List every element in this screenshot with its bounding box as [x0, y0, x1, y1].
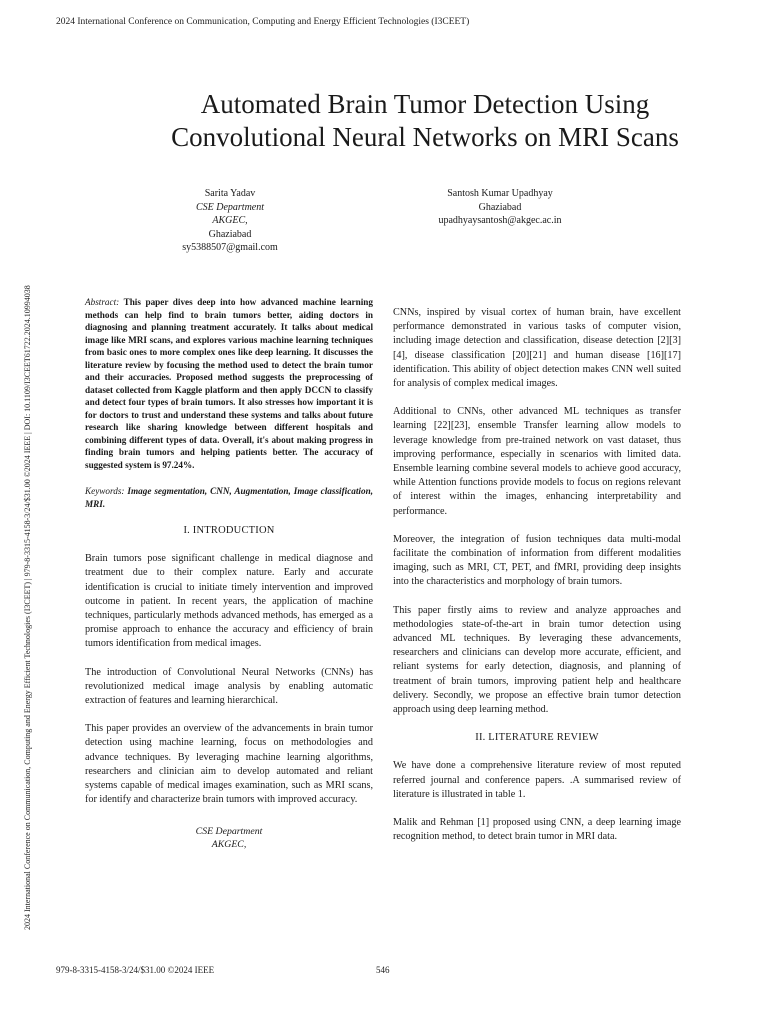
author-block-2 [400, 187, 600, 228]
doi-side-strip: 2024 International Conference on Communication, Computing and Energy Efficient Technologies (I3CEET) | 979-8-3315-4158-3/24/$31.00 ©2024 IEEE | DOI: 10.1109/I3CEET61722.2024.10994038 [23, 285, 32, 930]
body-paragraph-fusion: Moreover, the integration of fusion techniques data multi-modal facilitate the combination of information from different modalities imaging, such as MRI, CT, PET, and fMRI, providing deep insights into the characteristics and morphology of brain tumors. [393, 533, 681, 588]
intro-paragraph-2: The introduction of Convolutional Neural Networks (CNNs) has revolutionized medical image analysis by enabling automatic extraction of features and learning hierarchical. [85, 666, 373, 707]
author-email: sy5388507@gmail.com [182, 242, 278, 254]
body-paragraph-cnn: CNNs, inspired by visual cortex of human brain, have excellent performance demonstrated in various tasks of computer vision, including image detection and classification, disease detection [2][3][4], disease classification [20][21] and human disease [16][17] identification. This ability of object detection makes CNN well suited for analysis of complex medical images. [393, 307, 681, 390]
page-number: 546 [376, 965, 390, 975]
author-name: Sarita Yadav [204, 188, 256, 199]
intro-paragraph-3: This paper provides an overview of the advancements in brain tumor detection using machine learning, focus on methodologies and advance techniques. By leveraging machine learning algorithms, researchers and clinician aim to develop automated and reliant systems capable of medical images examination, such as MRI scans, for identify and characterize brain tumors with improved accuracy. [85, 723, 373, 806]
author-city: Ghaziabad [208, 228, 252, 240]
literature-paragraph-1: We have done a comprehensive literature review of most reputed referred journal and conference papers. .A summarised review of literature is illustrated in table 1. [393, 760, 681, 800]
body-paragraph-aims: This paper firstly aims to review and analyze approaches and methodologies state-of-the-art in brain tumor detection using advanced ML techniques. By leveraging these advancements, researchers and clinicians can develop more accurate, efficient, and reliant systems for early detection, diagnosis, and planning of treatment of brain tumors, improving patient help and healthcare delivery. Secondly, we propose an effective brain tumor detection approach using deep learning method. [393, 604, 681, 716]
author-department: CSE Department [195, 201, 265, 213]
author-organization: AKGEC, [212, 215, 248, 227]
conference-header: 2024 International Conference on Communication, Computing and Energy Efficient Technologies (I3CEET) [56, 17, 470, 27]
author-block-1 [150, 187, 310, 255]
abstract-text: This paper dives deep into how advanced machine learning methods can help find to brain tumors better, aiding doctors in diagnosing and planning treatment accurately. It talks about medical image like MRI scans, and explores various machine learning techniques from basic ones to more complex ones like deep learning. It discusses the literature review by focusing the method used to detect the brain tumor and their accuracies. Proposed method suggests the preprocessing of dataset collected from Kaggle platform and then apply DCCN to classify and detect four types of brain tumors. It also stresses how important it is for doctors to trust and understand these systems and talks about future research like sharing knowledge between different hospitals and combining different types of data. Overall, it's about making progress in finding brain tumors and helping patients better. The accuracy of suggested system is 97.24%. [85, 297, 373, 470]
abstract-label: Abstract: [85, 297, 120, 307]
keywords-label: Keywords: [85, 486, 125, 496]
author-email: upadhyaysantosh@akgec.ac.in [438, 215, 562, 227]
keywords-text: Image segmentation, CNN, Augmentation, Image classification, MRI. [85, 486, 373, 509]
left-column [85, 296, 373, 851]
body-paragraph-ml: Additional to CNNs, other advanced ML techniques as transfer learning [22][23], ensemble Transfer learning allow models to leverage knowledge from pre-trained network on vast dataset, thus improving performance, especially in scenarios with limited data. Ensemble learning combine several models to achieve good accuracy, while Attention functions provide models to focus on regions relevant of interest within the images, enhancing interpretability and performance. [393, 406, 681, 517]
author-city: Ghaziabad [478, 201, 522, 213]
title-line-1: Automated Brain Tumor Detection Using [200, 89, 650, 119]
author-name: Santosh Kumar Upadhyay [447, 188, 553, 199]
keywords [85, 485, 373, 510]
abstract [85, 296, 373, 471]
footer-isbn: 979-8-3315-4158-3/24/$31.00 ©2024 IEEE [56, 965, 215, 975]
paper-title [100, 88, 750, 154]
affiliation-department: CSE Department [195, 826, 263, 838]
literature-paragraph-2: Malik and Rehman [1] proposed using CNN, a deep learning image recognition method, to detect brain tumor in MRI data. [393, 817, 681, 843]
right-column [393, 306, 681, 859]
left-column-affiliation [85, 825, 373, 851]
title-line-2: Convolutional Neural Networks on MRI Scans [171, 122, 679, 152]
affiliation-organization: AKGEC, [211, 839, 247, 851]
section-heading-introduction: I. INTRODUCTION [183, 525, 275, 536]
intro-paragraph-1: Brain tumors pose significant challenge in medical diagnose and treatment due to their complex nature. Early and accurate identification is crucial to initiate timely intervention and improved outcome in patient. In recent years, the application of machine techniques, particularly methods advanced methods, has emerged as a promise approach to enhance the accuracy and efficiency of brain tumors identification from medical images. [85, 553, 373, 650]
section-heading-literature-review: II. LITERATURE REVIEW [475, 732, 599, 744]
